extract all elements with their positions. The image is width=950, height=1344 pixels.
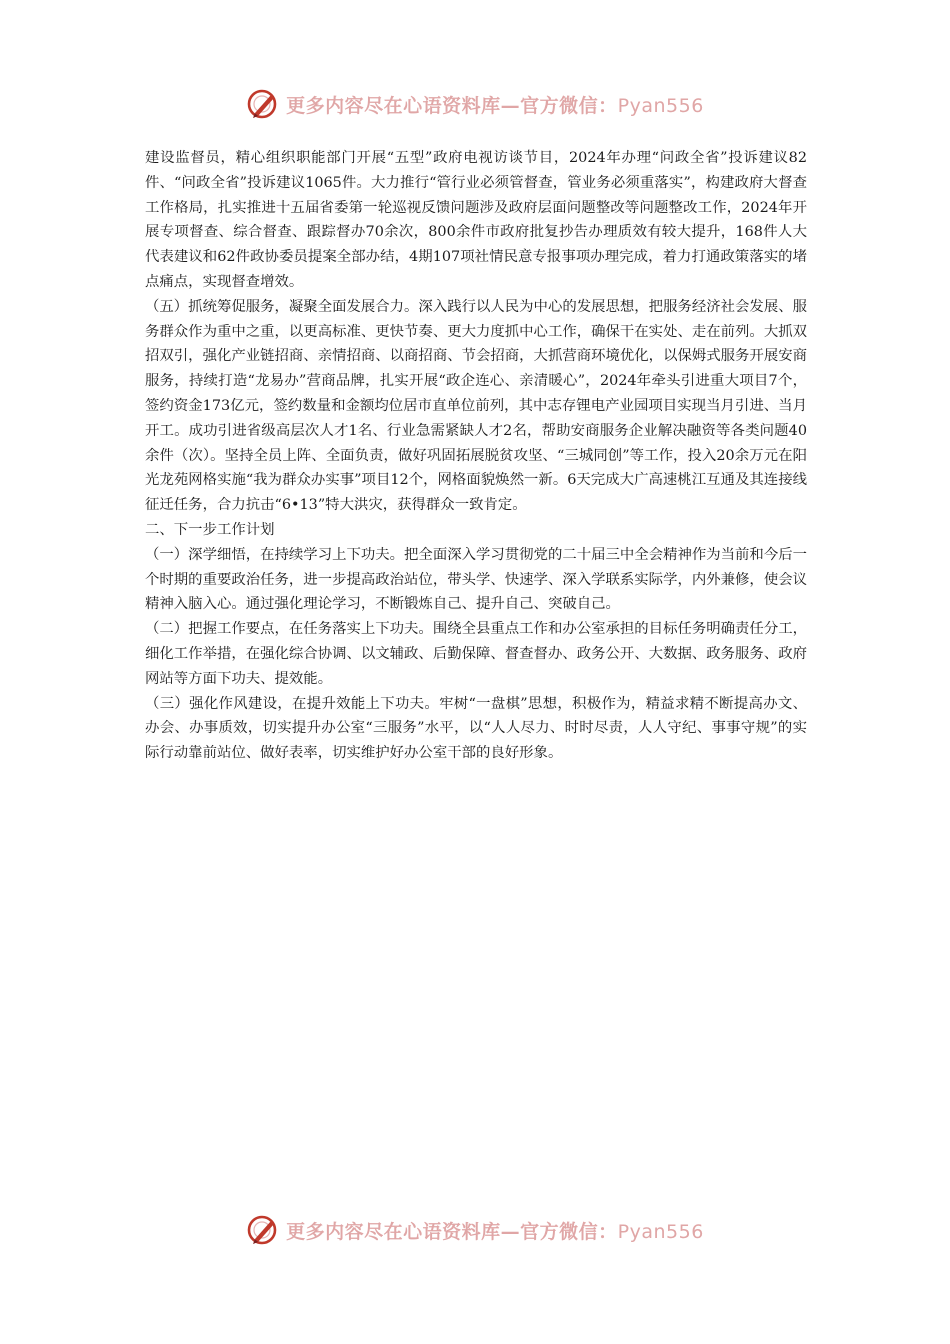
- paragraph-supervision: 建设监督员，精心组织职能部门开展“五型”政府电视访谈节目，2024年办理“问政全省”投诉建议82件、“问政全省”投诉建议1065件。大力推行“管行业必须管督查，管业务必须重落实”，构建政府大督查工作格局，扎实推进十五届省委第一轮巡视反馈问题涉及政府层面问题整改等问题整改工作，2024年开展专项督查、综合督查、跟踪督办70余次，800余件市政府批复抄告办理质效有较大提升，168件人大代表建议和62件政协委员提案全部办结，4期107项社情民意专报事项办理完成，着力打通政策落实的堵点痛点，实现督查增效。: [145, 150, 807, 290]
- pen-circle-logo-icon: [246, 87, 280, 121]
- watermark-text: [286, 91, 704, 118]
- watermark-header: [0, 84, 950, 124]
- watermark-text: [286, 1217, 704, 1244]
- paragraph-plan-two: （二）把握工作要点，在任务落实上下功夫。围绕全县重点工作和办公室承担的目标任务明确责任分工，细化工作举措，在强化综合协调、以文辅政、后勤保障、督查督办、政务公开、大数据、政务服务、政府网站等方面下功夫、提效能。: [145, 621, 807, 687]
- paragraph-section-five: （五）抓统筹促服务，凝聚全面发展合力。深入践行以人民为中心的发展思想，把服务经济社会发展、服务群众作为重中之重，以更高标准、更快节奏、更大力度抓中心工作，确保干在实处、走在前列。大抓双招双引，强化产业链招商、亲情招商、以商招商、节会招商，大抓营商环境优化，以保姆式服务开展安商服务，持续打造“龙易办”营商品牌，扎实开展“政企连心、亲清暖心”，2024年牵头引进重大项目7个，签约资金173亿元，签约数量和金额均位居市直单位前列，其中志存锂电产业园项目实现当月引进、当月开工。成功引进省级高层次人才1名、行业急需紧缺人才2名，帮助安商服务企业解决融资等各类问题40余件（次）。坚持全员上阵、全面负责，做好巩固拓展脱贫攻坚、“三城同创”等工作，投入20余万元在阳光龙苑网格实施“我为群众办实事”项目12个，网格面貌焕然一新。6天完成大广高速桃江互通及其连接线征迁任务，合力抗击“6•13”特大洪灾，获得群众一致肯定。: [145, 298, 807, 514]
- document-body: [145, 146, 807, 766]
- watermark-text-cn: 更多内容尽在心语资料库—官方微信：: [286, 94, 618, 117]
- watermark-wechat-id: Pyan556: [617, 1220, 704, 1243]
- watermark-text-cn: 更多内容尽在心语资料库—官方微信：: [286, 1220, 618, 1243]
- pen-circle-logo-icon: [246, 1213, 280, 1247]
- heading-next-plan: 二、下一步工作计划: [145, 521, 275, 538]
- paragraph-plan-one: （一）深学细悟，在持续学习上下功夫。把全面深入学习贯彻党的二十届三中全会精神作为当前和今后一个时期的重要政治任务，进一步提高政治站位，带头学、快速学、深入学联系实际学，内外兼修，使会议精神入脑入心。通过强化理论学习，不断锻炼自己、提升自己、突破自己。: [145, 546, 807, 613]
- watermark-footer: [0, 1210, 950, 1250]
- watermark-wechat-id: Pyan556: [617, 94, 704, 117]
- paragraph-plan-three: （三）强化作风建设，在提升效能上下功夫。牢树“一盘棋”思想，积极作为，精益求精不断提高办文、办会、办事质效，切实提升办公室“三服务”水平，以“人人尽力、时时尽责，人人守纪、事事守规”的实际行动靠前站位、做好表率，切实维护好办公室干部的良好形象。: [145, 695, 807, 762]
